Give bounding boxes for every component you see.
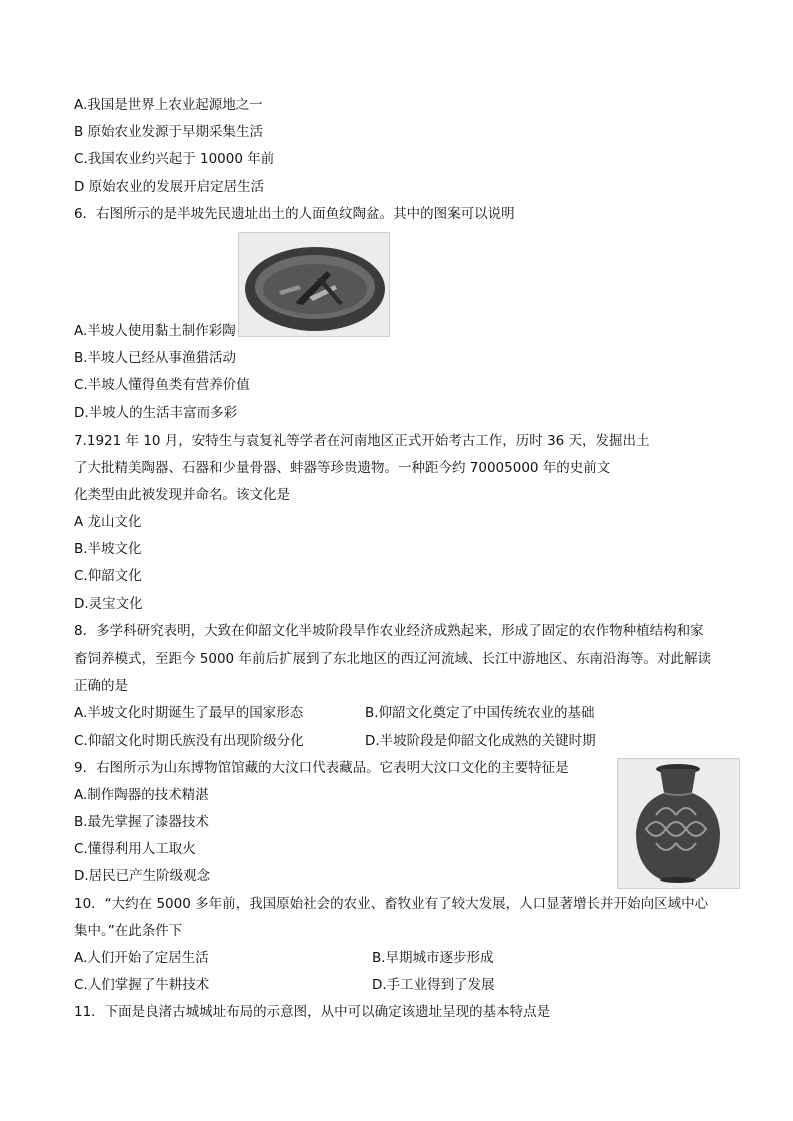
q10-option-a: A.人们开始了定居生活: [74, 950, 209, 966]
q7-option-b: B.半坡文化: [74, 541, 142, 557]
q10-option-c: C.人们掌握了牛耕技术: [74, 977, 210, 993]
q6-stem: 6．右图所示的是半坡先民遗址出土的人面鱼纹陶盆。其中的图案可以说明: [74, 206, 515, 222]
q5-option-d: D 原始农业的发展开启定居生活: [74, 179, 265, 195]
q9-option-a: A.制作陶器的技术精湛: [74, 787, 209, 803]
q8-option-d: D.半坡阶段是仰韶文化成熟的关键时期: [365, 733, 596, 749]
q7-stem-line-3: 化类型由此被发现并命名。该文化是: [74, 487, 290, 503]
q5-option-b: B 原始农业发源于早期采集生活: [74, 124, 264, 140]
q6-option-b: B.半坡人已经从事渔猎活动: [74, 350, 237, 366]
q10-stem-line-2: 集中。”在此条件下: [74, 923, 183, 939]
q5-option-a: A.我国是世界上农业起源地之一: [74, 97, 263, 113]
q6-option-d: D.半坡人的生活丰富而多彩: [74, 405, 238, 421]
q8-option-c: C.仰韶文化时期氏族没有出现阶级分化: [74, 733, 304, 749]
q9-option-b: B.最先掌握了漆器技术: [74, 814, 210, 830]
q7-stem-line-1: 7.1921 年 10 月，安特生与袁复礼等学者在河南地区正式开始考古工作，历时 36 天，发掘出土: [74, 433, 650, 449]
q10-option-d: D.手工业得到了发展: [372, 977, 495, 993]
q5-option-c: C.我国农业约兴起于 10000 年前: [74, 151, 275, 167]
q11-stem: 11．下面是良渚古城城址布局的示意图，从中可以确定该遗址呈现的基本特点是: [74, 1004, 551, 1020]
q8-stem-line-2: 畜饲养模式，至距今 5000 年前后扩展到了东北地区的西辽河流域、长江中游地区、东南沿海等。对此解读: [74, 651, 711, 667]
q9-stem: 9．右图所示为山东博物馆馆藏的大汶口代表藏品。它表明大汶口文化的主要特征是: [74, 760, 569, 776]
q9-option-d: D.居民已产生阶级观念: [74, 868, 211, 884]
q10-option-b: B.早期城市逐步形成: [372, 950, 494, 966]
q9-option-c: C.懂得利用人工取火: [74, 841, 196, 857]
q8-stem-line-3: 正确的是: [74, 678, 128, 694]
q7-option-a: A 龙山文化: [74, 514, 142, 530]
q8-option-b: B.仰韶文化奠定了中国传统农业的基础: [365, 705, 595, 721]
q7-option-d: D.灵宝文化: [74, 596, 143, 612]
pottery-basin-image: [238, 232, 390, 337]
q7-option-c: C.仰韶文化: [74, 568, 142, 584]
q8-option-a: A.半坡文化时期诞生了最早的国家形态: [74, 705, 304, 721]
q7-stem-line-2: 了大批精美陶器、石器和少量骨器、蚌器等珍贵遗物。一种距今约 70005000 年的史前文: [74, 460, 611, 476]
q6-option-a: A.半坡人使用黏土制作彩陶: [74, 323, 236, 339]
q10-stem-line-1: 10．“大约在 5000 多年前，我国原始社会的农业、畜牧业有了较大发展，人口显著增长并开始向区域中心: [74, 896, 709, 912]
dawenkou-pot-image: [617, 758, 740, 889]
q6-option-c: C.半坡人懂得鱼类有营养价值: [74, 377, 250, 393]
q8-stem-line-1: 8．多学科研究表明，大致在仰韶文化半坡阶段旱作农业经济成熟起来，形成了固定的农作物种植结构和家: [74, 623, 704, 639]
